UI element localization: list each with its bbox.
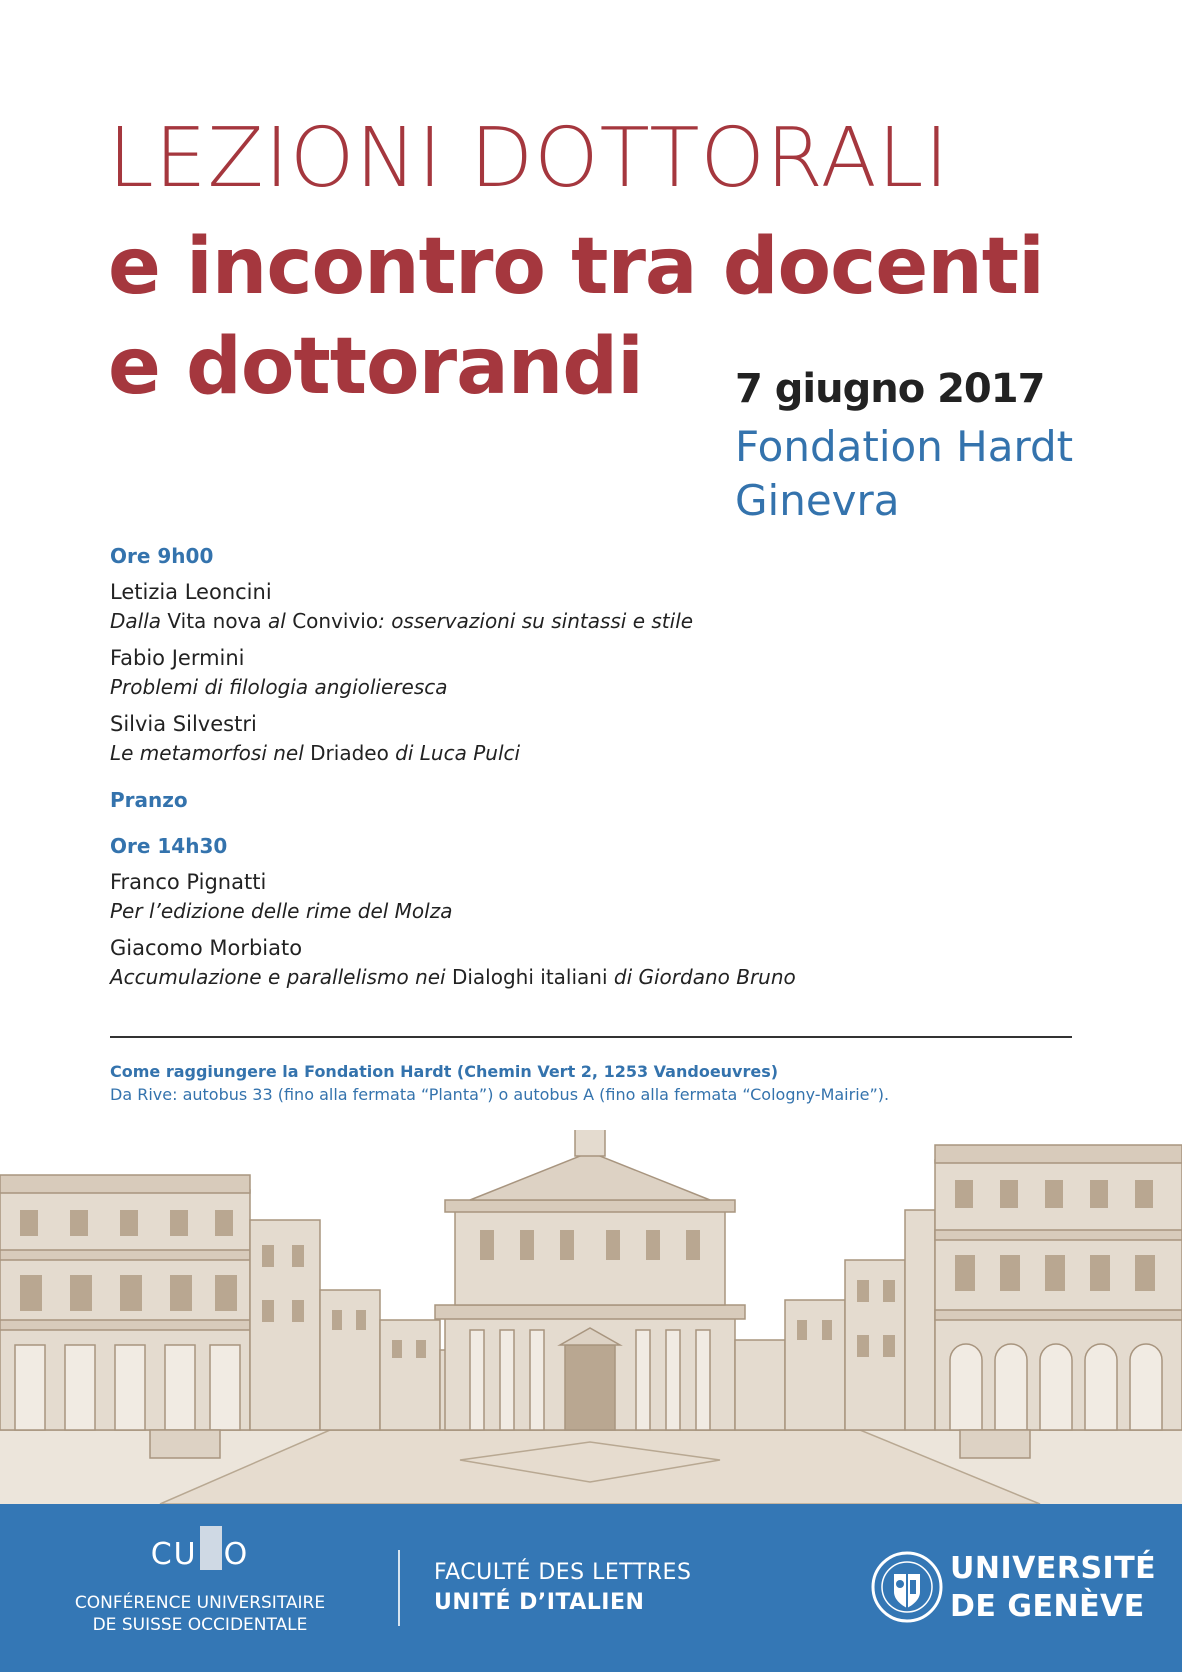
program (110, 544, 1070, 1000)
venue-name: Fondation Hardt (735, 422, 1074, 471)
talk-speaker: Giacomo Morbiato (110, 936, 303, 960)
faculty-label: FACULTÉ DES LETTRES UNITÉ D’ITALIEN (434, 1560, 692, 1615)
talk-title: Le metamorfosi nel Driadeo di Luca Pulci (110, 741, 521, 765)
talk-item (110, 644, 1070, 701)
directions-heading: Come raggiungere la Fondation Hardt (Chemin Vert 2, 1253 Vandoeuvres) (110, 1062, 779, 1081)
cuso-wordmark: CU O (40, 1526, 360, 1572)
footer-divider (398, 1550, 400, 1626)
talk-speaker: Franco Pignatti (110, 870, 267, 894)
talk-speaker: Letizia Leoncini (110, 580, 272, 604)
event-venue (735, 420, 1073, 528)
cuso-name: CONFÉRENCE UNIVERSITAIRE DE SUISSE OCCIDENTALE (74, 1593, 326, 1635)
university-seal-icon (870, 1550, 944, 1624)
title-line-2: e incontro tra docenti (108, 222, 1044, 312)
section-divider (110, 1036, 1072, 1038)
talk-item (110, 934, 1070, 991)
afternoon-slot-heading: Ore 14h30 (110, 834, 228, 858)
talk-item (110, 710, 1070, 767)
footer (0, 1504, 1182, 1672)
talk-speaker: Fabio Jermini (110, 646, 245, 670)
directions-text: Da Rive: autobus 33 (fino alla fermata “Planta”) o autobus A (fino alla fermata “Cologny-Mairie”). (110, 1085, 890, 1104)
talk-item (110, 578, 1070, 635)
university-name: UNIVERSITÉ DE GENÈVE (950, 1551, 1157, 1624)
lunch-heading: Pranzo (110, 788, 188, 812)
talk-title: Dalla Vita nova al Convivio: osservazioni su sintassi e stile (110, 609, 694, 633)
talk-title: Problemi di filologia angiolieresca (110, 675, 448, 699)
talk-speaker: Silvia Silvestri (110, 712, 257, 736)
morning-slot-heading: Ore 9h00 (110, 544, 214, 568)
venue-city: Ginevra (735, 476, 900, 525)
ideal-city-illustration (0, 1130, 1182, 1504)
cuso-logo (40, 1526, 360, 1636)
directions (110, 1060, 1090, 1106)
event-date: 7 giugno 2017 (735, 366, 1045, 412)
talk-title: Accumulazione e parallelismo nei Dialoghi italiani di Giordano Bruno (110, 965, 796, 989)
talk-item (110, 868, 1070, 925)
talk-title: Per l’edizione delle rime del Molza (110, 899, 453, 923)
title-line-3: e dottorandi (108, 322, 643, 412)
title-line-1: LEZIONI DOTTORALI (108, 111, 950, 206)
